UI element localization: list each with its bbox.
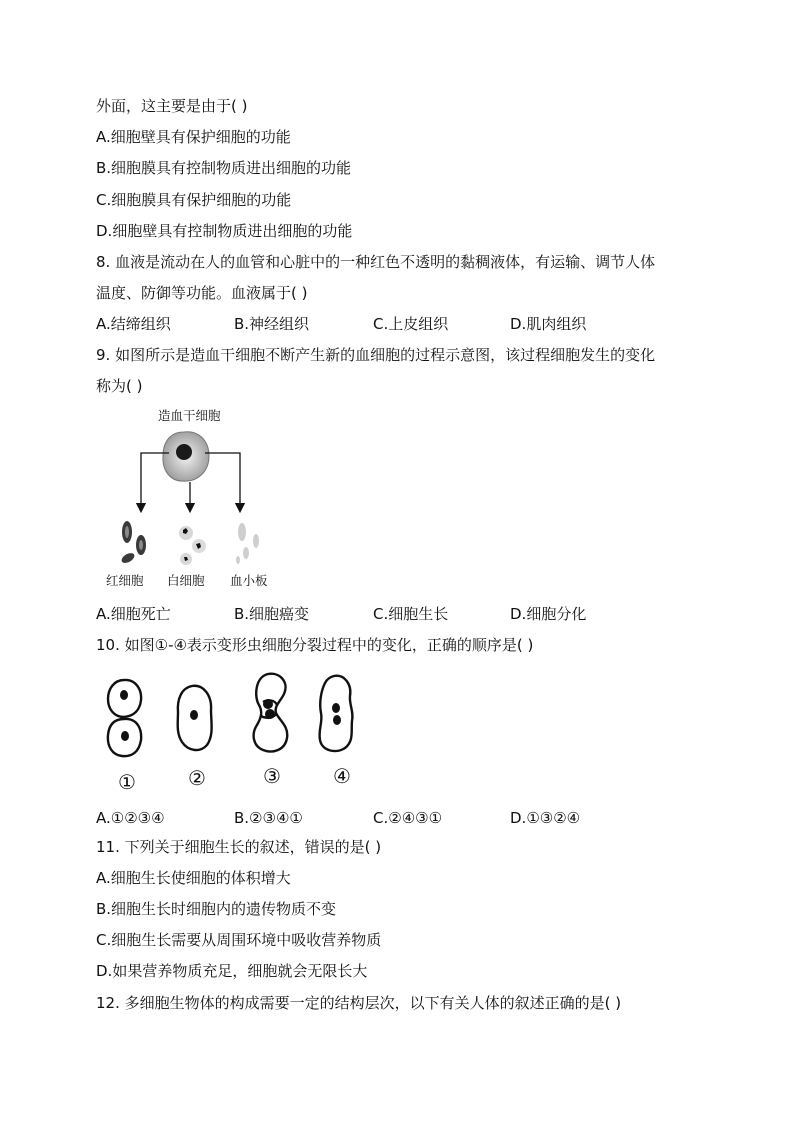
q12-stem: 12. 多细胞生物体的构成需要一定的结构层次，以下有关人体的叙述正确的是( )	[96, 994, 622, 1012]
q11-option-d: D.如果营养物质充足，细胞就会无限长大	[96, 962, 368, 980]
q8-option-b: B.神经组织	[234, 315, 310, 333]
q10-option-a: A.①②③④	[96, 809, 165, 827]
q9-option-d: D.细胞分化	[510, 605, 587, 623]
q8-option-d: D.肌肉组织	[510, 315, 587, 333]
q7-option-b: B.细胞膜具有控制物质进出细胞的功能	[96, 159, 352, 177]
stem-cell-label: 造血干细胞	[158, 408, 221, 423]
stage-3-label: ③	[263, 764, 281, 788]
amoeba-stage-4	[320, 676, 353, 751]
rbc-label: 红细胞	[106, 573, 144, 588]
stage-2-label: ②	[188, 766, 206, 790]
q7-option-c: C.细胞膜具有保护细胞的功能	[96, 191, 292, 209]
q7-option-a: A.细胞壁具有保护细胞的功能	[96, 128, 291, 146]
q11-option-b: B.细胞生长时细胞内的遗传物质不变	[96, 900, 337, 918]
q8-stem-line1: 8. 血液是流动在人的血管和心脏中的一种红色不透明的黏稠液体，有运输、调节人体	[96, 253, 656, 271]
q9-option-b: B.细胞癌变	[234, 605, 310, 623]
q9-option-c: C.细胞生长	[373, 605, 449, 623]
wbc-label: 白细胞	[167, 573, 205, 588]
q10-stem: 10. 如图①-④表示变形虫细胞分裂过程中的变化，正确的顺序是( )	[96, 636, 534, 654]
q10-option-c: C.②④③①	[373, 809, 443, 827]
q8-stem-line2: 温度、防御等功能。血液属于( )	[96, 284, 308, 302]
q7-continuation: 外面，这主要是由于( )	[96, 97, 248, 115]
q8-option-a: A.结缔组织	[96, 315, 171, 333]
stage-1-label: ①	[118, 770, 136, 794]
q11-stem: 11. 下列关于细胞生长的叙述，错误的是( )	[96, 838, 382, 856]
q9-option-a: A.细胞死亡	[96, 605, 171, 623]
q8-option-c: C.上皮组织	[373, 315, 449, 333]
platelet-label: 血小板	[230, 573, 268, 588]
q7-option-d: D.细胞壁具有控制物质进出细胞的功能	[96, 222, 353, 240]
q11-option-a: A.细胞生长使细胞的体积增大	[96, 869, 291, 887]
q11-option-c: C.细胞生长需要从周围环境中吸收营养物质	[96, 931, 382, 949]
q10-option-b: B.②③④①	[234, 809, 303, 827]
q10-option-d: D.①③②④	[510, 809, 581, 827]
q9-stem-line2: 称为( )	[96, 377, 143, 395]
stage-4-label: ④	[333, 764, 351, 788]
q9-stem-line1: 9. 如图所示是造血干细胞不断产生新的血细胞的过程示意图，该过程细胞发生的变化	[96, 346, 656, 364]
